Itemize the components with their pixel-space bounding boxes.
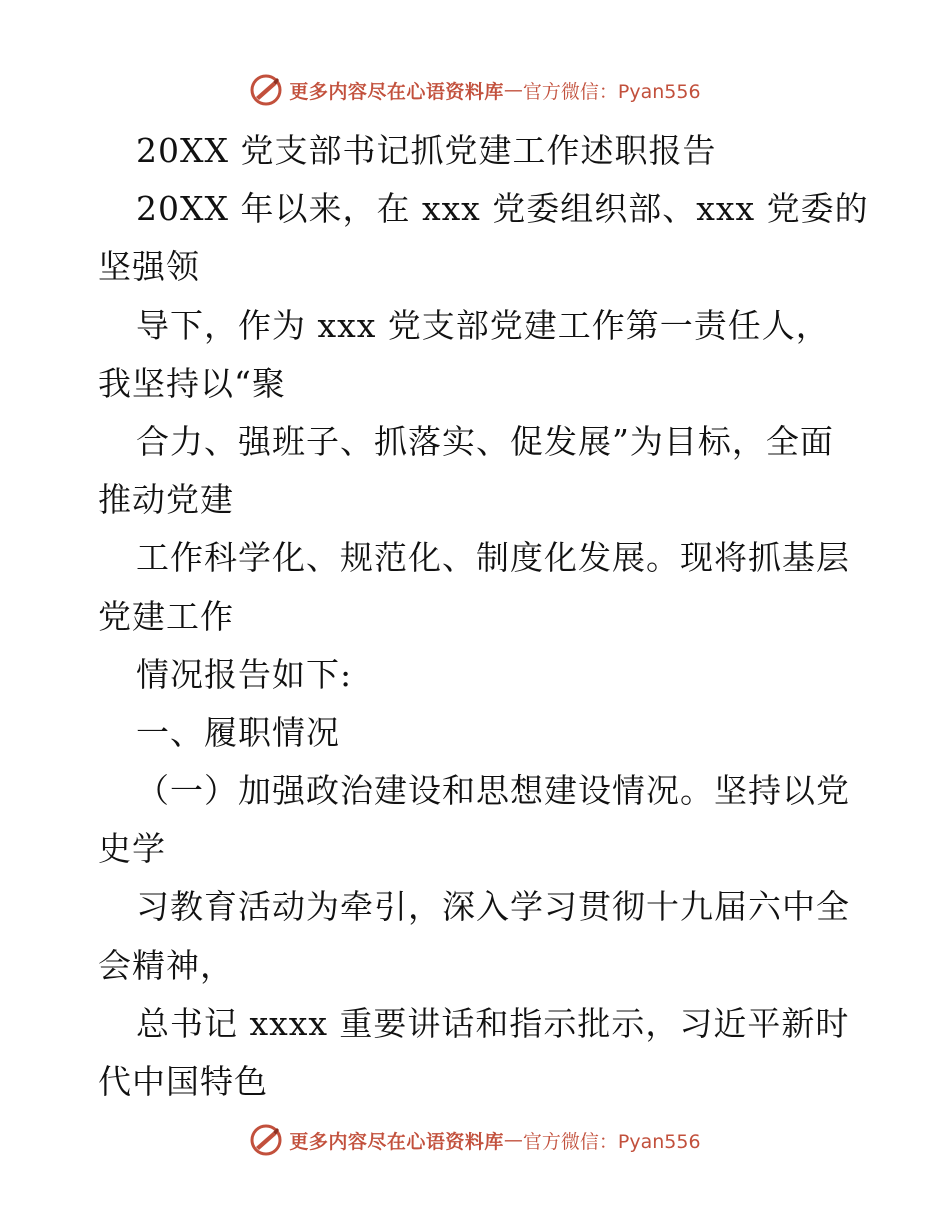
- paragraph-line: 我坚持以“聚: [98, 363, 286, 403]
- banner-main-text: 更多内容尽在心语资料库: [289, 80, 504, 103]
- paragraph-line: 会精神，: [98, 945, 234, 985]
- paragraph-line: 情况报告如下:: [136, 654, 353, 694]
- paragraph-line: 合力、强班子、抓落实、促发展”为目标，全面: [136, 421, 834, 461]
- paragraph-line: 党建工作: [98, 596, 234, 636]
- paragraph-line: 推动党建: [98, 480, 234, 520]
- banner-sub-text: 官方微信：Pyan556: [522, 1130, 701, 1153]
- paragraph-line: 代中国特色: [98, 1062, 268, 1101]
- paragraph-line: 20XX 年以来，在 xxx 党委组织部、xxx 党委的: [136, 189, 869, 229]
- banner-sub-text: 官方微信：Pyan556: [522, 80, 701, 103]
- paragraph-line: 总书记 xxxx 重要讲话和指示批示，习近平新时: [136, 1003, 850, 1043]
- paragraph-line: 坚强领: [98, 247, 200, 287]
- paragraph-line: 史学: [98, 829, 166, 869]
- paragraph-line: 习教育活动为牵引，深入学习贯彻十九届六中全: [136, 887, 850, 927]
- paragraph-line: （一）加强政治建设和思想建设情况。坚持以党: [136, 771, 850, 811]
- footer-watermark-banner: [0, 1120, 950, 1160]
- paragraph-line: 工作科学化、规范化、制度化发展。现将抓基层: [136, 538, 850, 578]
- brand-logo-icon: [249, 73, 283, 107]
- banner-separator: —: [503, 79, 523, 101]
- header-watermark-banner: [0, 70, 950, 110]
- brand-logo-icon: [249, 1123, 283, 1157]
- banner-separator: —: [503, 1129, 523, 1151]
- document-body: [98, 122, 869, 1111]
- section-heading: 一、履职情况: [136, 712, 340, 752]
- banner-main-text: 更多内容尽在心语资料库: [289, 1130, 504, 1153]
- paragraph-line: 导下，作为 xxx 党支部党建工作第一责任人，: [136, 305, 830, 345]
- document-title: 20XX 党支部书记抓党建工作述职报告: [136, 131, 717, 170]
